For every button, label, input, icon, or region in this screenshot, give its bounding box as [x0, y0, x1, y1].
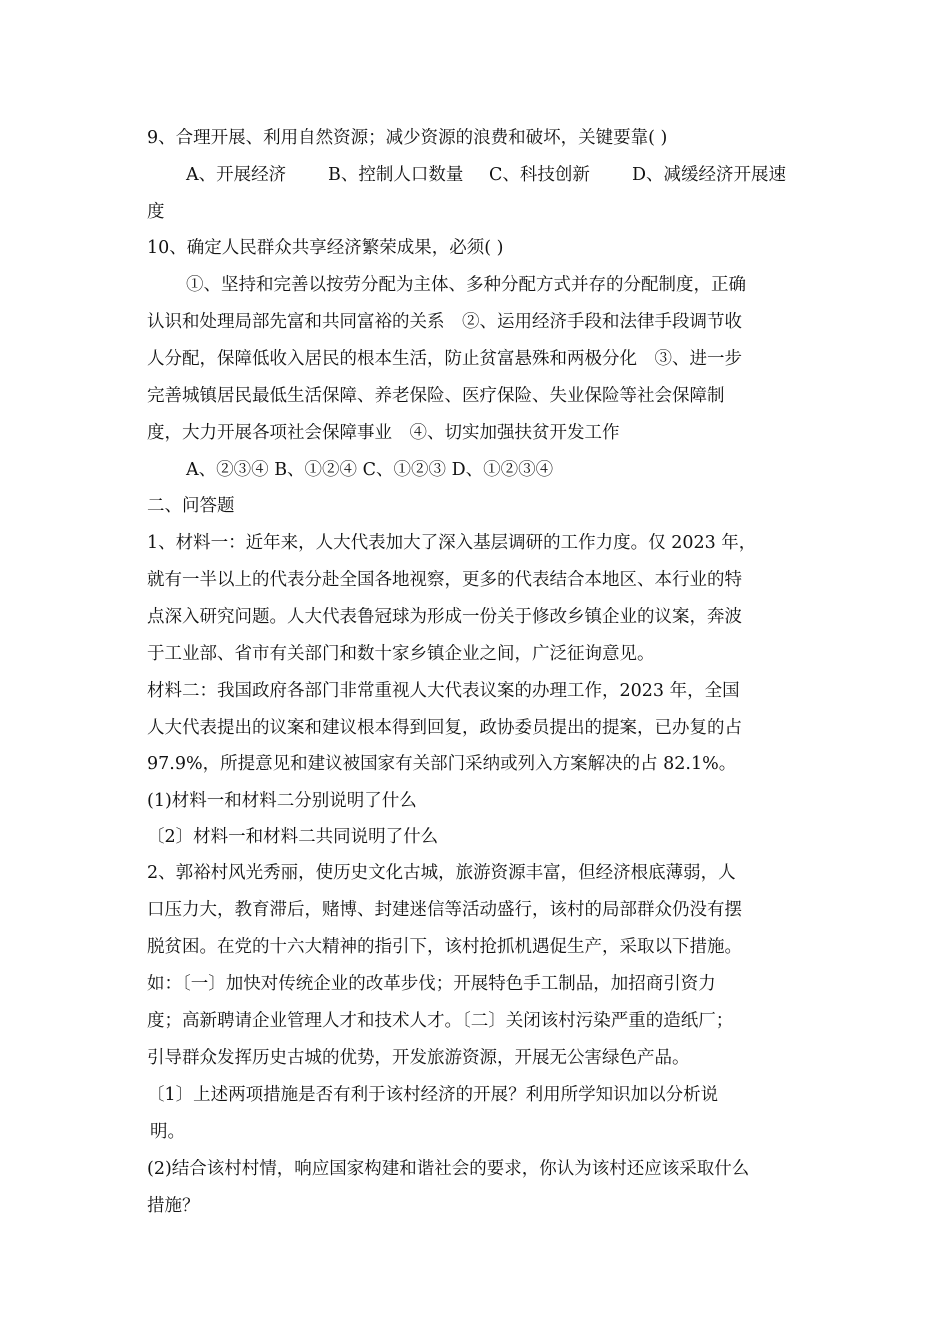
q1-line: 97.9%，所提意见和建议被国家有关部门采纳或列入方案解决的占 82.1%。 [147, 754, 737, 774]
q2-line: 度；高新聘请企业管理人才和技术人才。〔二〕关闭该村污染严重的造纸厂； [147, 1011, 734, 1031]
q9-stem: 9、合理开展、利用自然资源；减少资源的浪费和破坏，关键要靠( ) [147, 128, 668, 148]
q2-line: 引导群众发挥历史古城的优势，开发旅游资源，开展无公害绿色产品。 [147, 1048, 690, 1068]
q10-options: A、②③④ B、①②④ C、①②③ D、①②③④ [186, 460, 554, 480]
section-title: 二、问答题 [147, 496, 235, 516]
q1-line: 就有一半以上的代表分赴全国各地视察，更多的代表结合本地区、本行业的特 [147, 570, 742, 590]
q9-option-c: C、科技创新 [489, 165, 590, 185]
q2-line: 脱贫困。在党的十六大精神的指引下，该村抢抓机遇促生产，采取以下措施。 [147, 937, 742, 957]
q9-option-d: D、减缓经济开展速 [632, 165, 787, 185]
q2-subquestion-2: (2)结合该村村情，响应国家构建和谐社会的要求，你认为该村还应该采取什么 [147, 1159, 750, 1179]
q10-stem: 10、确定人民群众共享经济繁荣成果，必须( ) [147, 238, 504, 258]
q1-line: 人大代表提出的议案和建议根本得到回复，政协委员提出的提案，已办复的占 [147, 718, 742, 738]
q10-body-line: 人分配，保障低收入居民的根本生活，防止贫富悬殊和两极分化 ③、进一步 [147, 349, 742, 369]
q2-line: 2、郭裕村风光秀丽，使历史文化古城，旅游资源丰富，但经济根底薄弱，人 [147, 863, 736, 883]
q2-subquestion-1-wrap: 明。 [150, 1122, 185, 1142]
q1-subquestion-2: 〔2〕材料一和材料二共同说明了什么 [147, 827, 439, 847]
q9-option-b: B、控制人口数量 [328, 165, 464, 185]
q2-subquestion-1: 〔1〕上述两项措施是否有利于该村经济的开展？利用所学知识加以分析说 [147, 1085, 719, 1105]
q10-body-line: 认识和处理局部先富和共同富裕的关系 ②、运用经济手段和法律手段调节收 [147, 312, 742, 332]
q2-subquestion-2-wrap: 措施？ [147, 1196, 200, 1216]
q1-line: 点深入研究问题。人大代表鲁冠球为形成一份关于修改乡镇企业的议案，奔波 [147, 607, 742, 627]
q1-line: 于工业部、省市有关部门和数十家乡镇企业之间，广泛征询意见。 [147, 644, 655, 664]
q10-body-line: ①、坚持和完善以按劳分配为主体、多种分配方式并存的分配制度，正确 [186, 275, 746, 295]
q1-line: 材料二：我国政府各部门非常重视人大代表议案的办理工作，2023 年，全国 [147, 681, 740, 701]
q2-line: 口压力大，教育滞后，赌博、封建迷信等活动盛行，该村的局部群众仍没有摆 [147, 900, 742, 920]
q1-line: 1、材料一：近年来，人大代表加大了深入基层调研的工作力度。仅 2023 年， [147, 533, 757, 553]
q2-line: 如：〔一〕加快对传统企业的改革步伐；开展特色手工制品，加招商引资力 [147, 974, 716, 994]
q9-option-a: A、开展经济 [186, 165, 287, 185]
q1-subquestion-1: (1)材料一和材料二分别说明了什么 [147, 791, 417, 811]
q10-body-line: 度，大力开展各项社会保障事业 ④、切实加强扶贫开发工作 [147, 423, 620, 443]
q9-option-wrap: 度 [147, 202, 165, 222]
q10-body-line: 完善城镇居民最低生活保障、养老保险、医疗保险、失业保险等社会保障制 [147, 386, 725, 406]
